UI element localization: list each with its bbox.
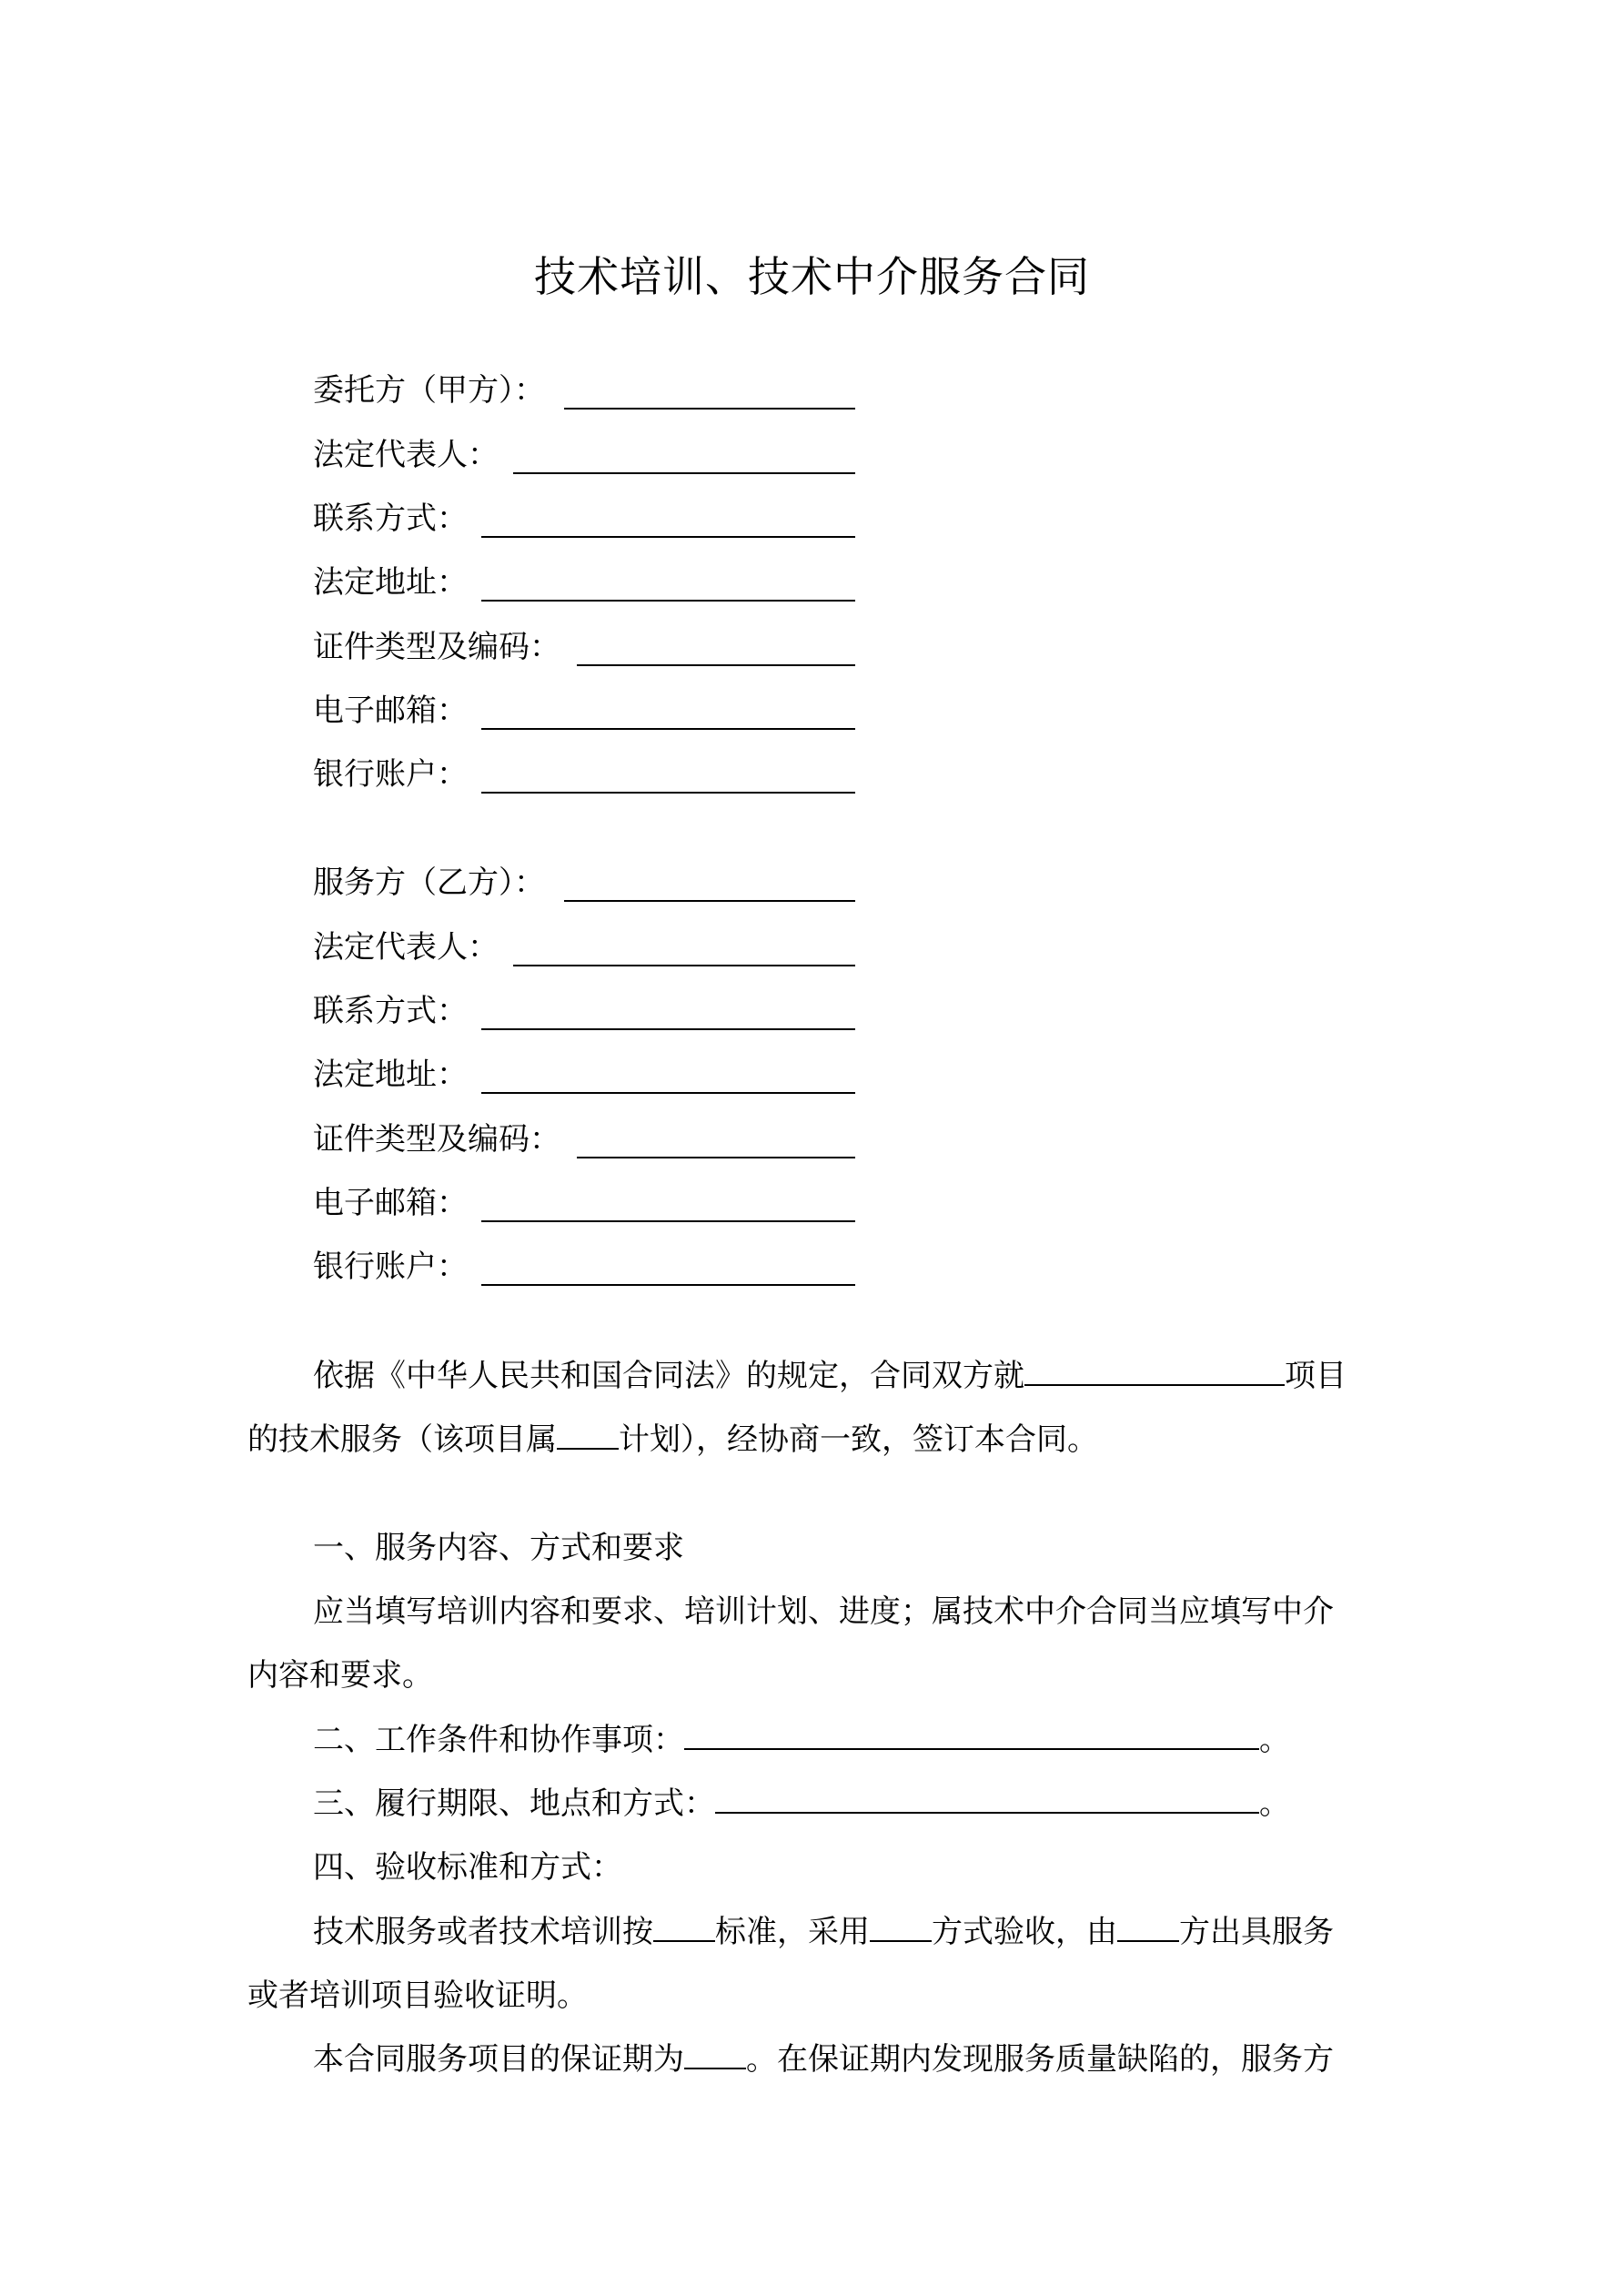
field-label: 银行账户： <box>313 756 468 793</box>
intro-text: 依据《中华人民共和国合同法》的规定，合同双方就 <box>313 1358 1024 1394</box>
intro-text: 的技术服务（该项目属 <box>247 1421 557 1458</box>
fill-line[interactable] <box>481 1092 855 1094</box>
section-4-body-line-1 <box>313 1909 1334 1955</box>
fill-line[interactable] <box>481 1284 855 1286</box>
fill-line[interactable] <box>513 472 855 474</box>
field-label: 证件类型及编码： <box>313 629 560 665</box>
field-label: 联系方式： <box>313 501 468 537</box>
performance-terms-blank[interactable] <box>715 1781 1259 1814</box>
party-b-email-field[interactable] <box>313 1180 855 1226</box>
section-4-heading: 四、验收标准和方式： <box>313 1849 622 1886</box>
field-label: 联系方式： <box>313 993 468 1029</box>
field-label: 法定地址： <box>313 564 468 601</box>
party-a-contact-field[interactable] <box>313 496 855 541</box>
field-label: 电子邮箱： <box>313 1185 468 1221</box>
section-1-body-line-1: 应当填写培训内容和要求、培训计划、进度；属技术中介合同当应填写中介 <box>313 1593 1334 1630</box>
acceptance-standard-blank[interactable] <box>653 1909 715 1942</box>
fill-line[interactable] <box>481 792 855 794</box>
intro-line-1 <box>313 1353 1347 1399</box>
fill-line[interactable] <box>564 408 855 410</box>
field-label: 电子邮箱： <box>313 693 468 729</box>
party-a-email-field[interactable] <box>313 688 855 733</box>
section-1-heading: 一、服务内容、方式和要求 <box>313 1530 684 1566</box>
fill-line[interactable] <box>481 728 855 730</box>
party-b-name-field[interactable] <box>313 860 855 905</box>
party-b-address-field[interactable] <box>313 1052 855 1097</box>
party-b-contact-field[interactable] <box>313 988 855 1034</box>
field-label: 法定代表人： <box>313 929 499 966</box>
fill-line[interactable] <box>513 965 855 966</box>
intro-line-2 <box>247 1417 1098 1462</box>
party-b-id-field[interactable] <box>313 1117 855 1162</box>
fill-line[interactable] <box>481 536 855 538</box>
intro-text: 计划），经协商一致，签订本合同。 <box>619 1421 1098 1458</box>
section-4-text: 方出具服务 <box>1179 1914 1334 1950</box>
section-3-line <box>313 1781 1290 1826</box>
warranty-line <box>313 2037 1334 2082</box>
section-3-end: 。 <box>1259 1785 1290 1822</box>
party-a-id-field[interactable] <box>313 624 855 670</box>
fill-line[interactable] <box>481 600 855 602</box>
work-conditions-blank[interactable] <box>684 1717 1259 1750</box>
plan-blank[interactable] <box>557 1417 619 1450</box>
warranty-text: 。在保证期内发现服务质量缺陷的，服务方 <box>746 2041 1334 2078</box>
section-2-line <box>313 1717 1290 1763</box>
field-label: 银行账户： <box>313 1249 468 1285</box>
fill-line[interactable] <box>564 900 855 902</box>
intro-text: 项目 <box>1285 1358 1347 1394</box>
project-name-blank[interactable] <box>1024 1353 1285 1386</box>
field-label: 法定地址： <box>313 1057 468 1093</box>
acceptance-method-blank[interactable] <box>870 1909 932 1942</box>
party-a-bank-field[interactable] <box>313 752 855 797</box>
fill-line[interactable] <box>577 1157 855 1158</box>
section-4-body-line-2: 或者培训项目验收证明。 <box>247 1977 588 2014</box>
party-a-representative-field[interactable] <box>313 432 855 478</box>
section-4-text: 标准，采用 <box>715 1914 870 1950</box>
fill-line[interactable] <box>481 1028 855 1030</box>
field-label: 委托方（甲方）： <box>313 372 545 409</box>
warranty-text: 本合同服务项目的保证期为 <box>313 2041 684 2078</box>
certifying-party-blank[interactable] <box>1117 1909 1179 1942</box>
field-label: 法定代表人： <box>313 437 499 473</box>
party-a-address-field[interactable] <box>313 560 855 605</box>
party-b-bank-field[interactable] <box>313 1244 855 1290</box>
section-3-label: 三、履行期限、地点和方式： <box>313 1785 715 1822</box>
section-1-body-line-2: 内容和要求。 <box>247 1657 433 1694</box>
document-title: 技术培训、技术中介服务合同 <box>534 252 1090 301</box>
section-4-text: 方式验收，由 <box>932 1914 1117 1950</box>
section-2-end: 。 <box>1259 1722 1290 1758</box>
field-label: 服务方（乙方）： <box>313 865 545 901</box>
section-4-text: 技术服务或者技术培训按 <box>313 1914 653 1950</box>
field-label: 证件类型及编码： <box>313 1121 560 1158</box>
fill-line[interactable] <box>577 664 855 666</box>
party-b-representative-field[interactable] <box>313 925 855 970</box>
warranty-period-blank[interactable] <box>684 2037 746 2069</box>
party-a-name-field[interactable] <box>313 368 855 413</box>
fill-line[interactable] <box>481 1220 855 1222</box>
section-2-label: 二、工作条件和协作事项： <box>313 1722 684 1758</box>
